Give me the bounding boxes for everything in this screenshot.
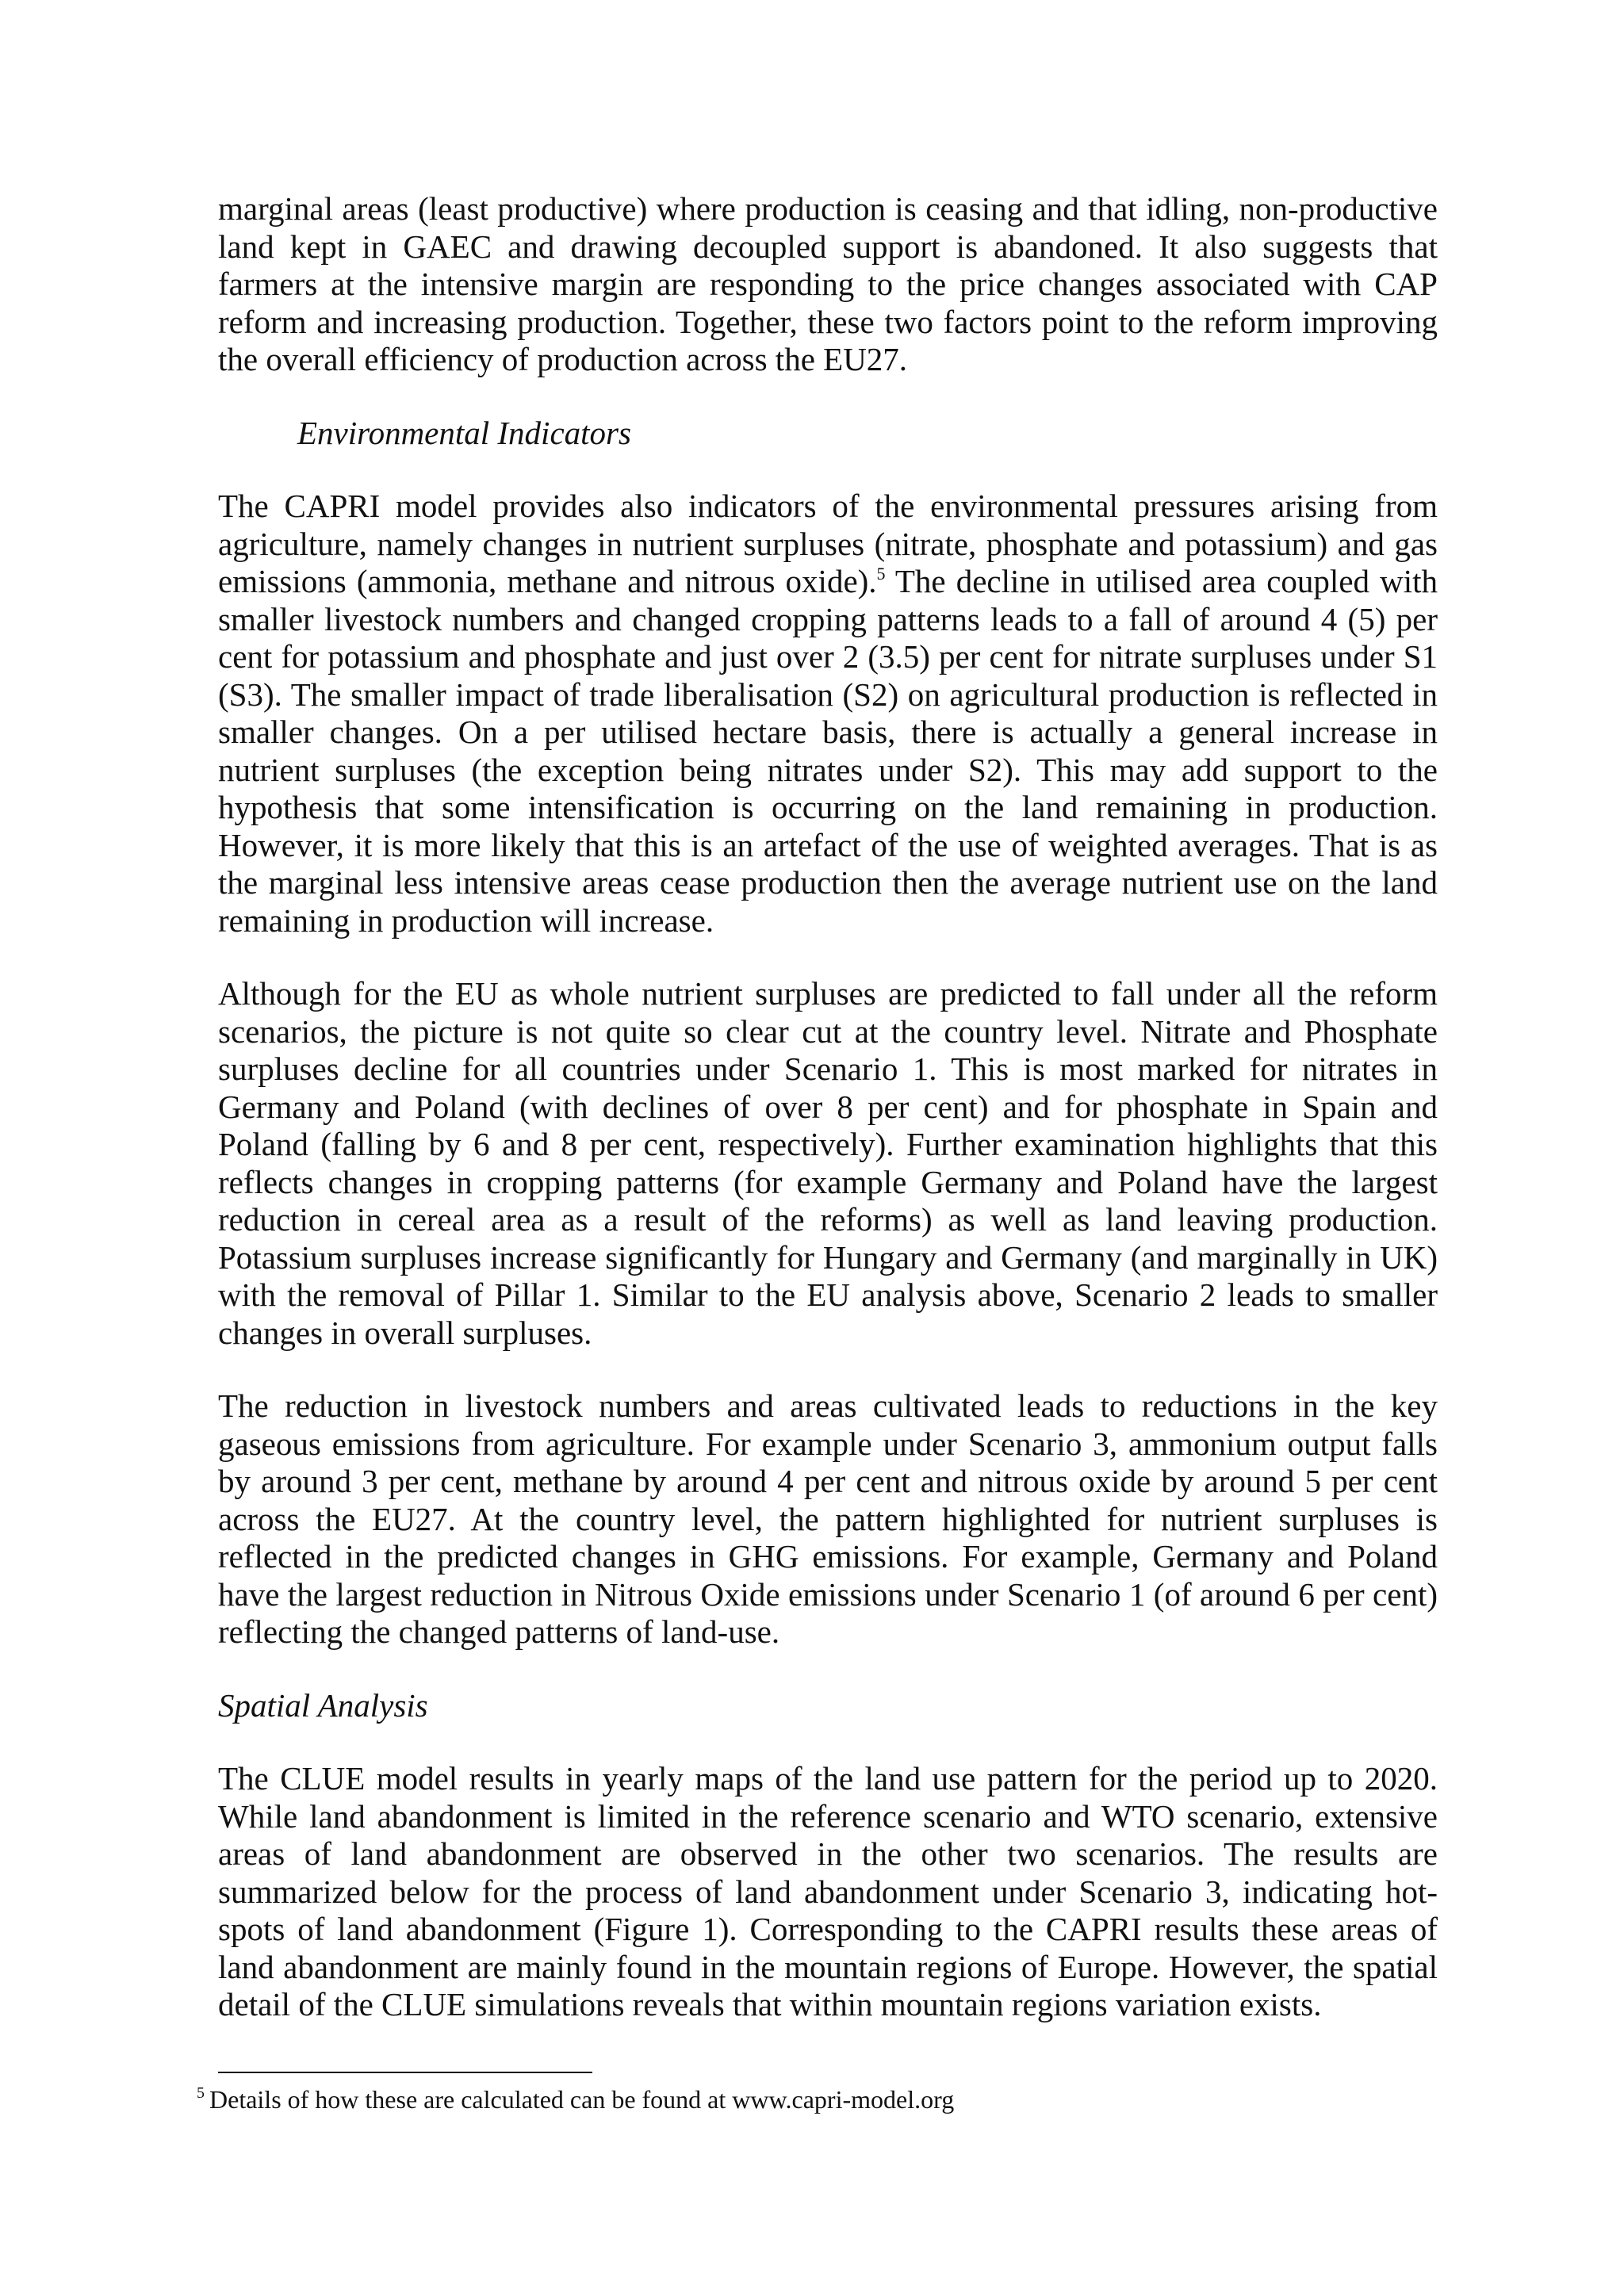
paragraph-capri-indicators-part1: The CAPRI model provides also indicators of the environmental pressures arising from agriculture, namely changes in nutrient surpluses (nitrate, phosphate and potassium) and gas emissions (ammonia, methane and nitrous oxide). bbox=[218, 488, 1438, 599]
document-body bbox=[218, 190, 1438, 2060]
heading-spatial-analysis: Spatial Analysis bbox=[218, 1686, 428, 1724]
paragraph-capri-indicators-part2: The decline in utilised area coupled with smaller livestock numbers and changed cropping patterns leads to a fall of around 4 (5) per cent for potassium and phosphate and just over 2 (3.5) per cent for nitrate surpluses under S1 (S3). The smaller impact of trade liberalisation (S2) on agricultural production is reflected in smaller changes. On a per utilised hectare basis, there is actually a general increase in nutrient surpluses (the exception being nitrates under S2). This may add support to the hypothesis that some intensification is occurring on the land remaining in production. However, it is more likely that this is an artefact of the use of weighted averages. That is as the marginal less intensive areas cease production then the average nutrient use on the land remaining in production will increase. bbox=[218, 563, 1438, 939]
paragraph-country-level-surpluses: Although for the EU as whole nutrient surpluses are predicted to fall under all the reform scenarios, the picture is not quite so clear cut at the country level. Nitrate and Phosphate surpluses decline for all countries under Scenario 1. This is most marked for nitrates in Germany and Poland (with declines of over 8 per cent) and for phosphate in Spain and Poland (falling by 6 and 8 per cent, respectively). Further examination highlights that this reflects changes in cropping patterns (for example Germany and Poland have the largest reduction in cereal area as a result of the reforms) as well as land leaving production. Potassium surpluses increase significantly for Hungary and Germany (and marginally in UK) with the removal of Pillar 1. Similar to the EU analysis above, Scenario 2 leads to smaller changes in overall surpluses. bbox=[218, 975, 1438, 1351]
footnote-reference-5[interactable]: 5 bbox=[876, 564, 886, 584]
footnote-5 bbox=[197, 2084, 1434, 2115]
paragraph-gaseous-emissions: The reduction in livestock numbers and areas cultivated leads to reductions in the key gaseous emissions from agriculture. For example under Scenario 3, ammonium output falls by around 3 per cent, methane by around 4 per cent and nitrous oxide by around 5 per cent across the EU27. At the country level, the pattern highlighted for nutrient surpluses is reflected in the predicted changes in GHG emissions. For example, Germany and Poland have the largest reduction in Nitrous Oxide emissions under Scenario 1 (of around 6 per cent) reflecting the changed patterns of land-use. bbox=[218, 1387, 1438, 1650]
footnote-separator bbox=[218, 2072, 592, 2073]
footnote-text: Details of how these are calculated can be found at www.capri-model.org bbox=[209, 2085, 955, 2114]
footnote-number: 5 bbox=[197, 2084, 205, 2102]
heading-environmental-indicators: Environmental Indicators bbox=[297, 414, 631, 451]
paragraph-clue-model: The CLUE model results in yearly maps of the land use pattern for the period up to 2020. While land abandonment is limited in the reference scenario and WTO scenario, extensive areas of land abandonment are observed in the other two scenarios. The results are summarized below for the process of land abandonment under Scenario 3, indicating hot-spots of land abandonment (Figure 1). Corresponding to the CAPRI results these areas of land abandonment are mainly found in the mountain regions of Europe. However, the spatial detail of the CLUE simulations reveals that within mountain regions variation exists. bbox=[218, 1760, 1438, 2022]
paragraph-capri-indicators bbox=[218, 488, 1438, 939]
paragraph-intensive-margin: marginal areas (least productive) where production is ceasing and that idling, non-productive land kept in GAEC and drawing decoupled support is abandoned. It also suggests that farmers at the intensive margin are responding to the price changes associated with CAP reform and increasing production. Together, these two factors point to the reform improving the overall efficiency of production across the EU27. bbox=[218, 190, 1438, 377]
